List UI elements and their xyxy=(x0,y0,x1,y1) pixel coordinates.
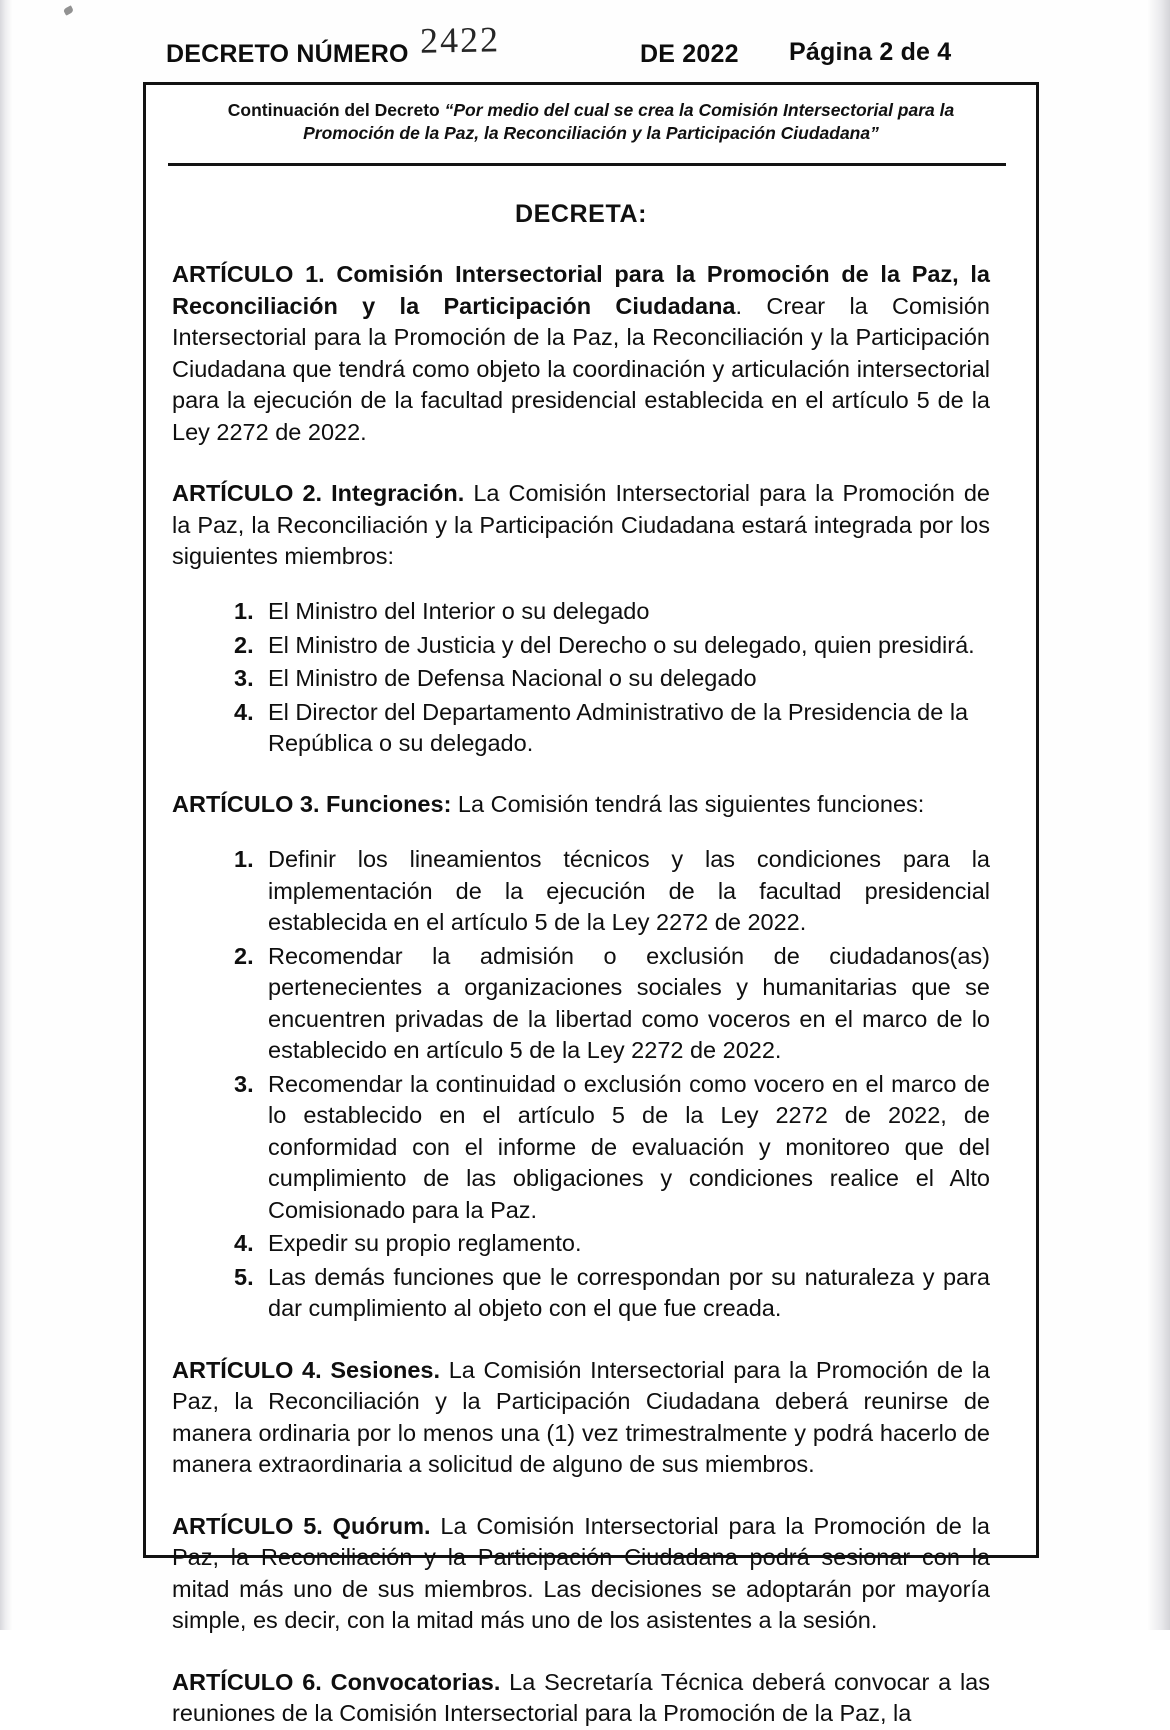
articulo-1-body: . Crear la Comisión Intersectorial para la Promoción de la Paz, la Reconciliación y la Participación Ciudadana que tendrá como objeto la coordinación y articulación intersectorial para la ejecución de la facultad presidencial establecida en el artículo 5 de la Ley 2272 de 2022. xyxy=(172,292,991,445)
articulo-5 xyxy=(172,1511,990,1637)
articulo-1-title: ARTÍCULO 1. Comisión Intersectorial para la Promoción de la Paz, la Reconciliación y la Participación Ciudadana xyxy=(172,261,990,319)
articulo-3-title: ARTÍCULO 3. Funciones: xyxy=(172,791,452,818)
articulo-5-title: ARTÍCULO 5. Quórum. xyxy=(172,1512,431,1539)
list-item: Expedir su propio reglamento. xyxy=(268,1230,582,1257)
articulo-3-functions-list xyxy=(172,844,990,1324)
decreto-year-label: DE 2022 xyxy=(640,40,739,68)
list-item: El Ministro de Justicia y del Derecho o su delegado, quien presidirá. xyxy=(268,631,975,658)
articulo-3 xyxy=(172,789,990,820)
scan-edge-right xyxy=(1148,0,1170,1630)
continuation-decree-title: “Por medio del cual se crea la Comisión Intersectorial para la Promoción de la Paz, la Reconciliación y la Participación Ciudadana” xyxy=(303,100,955,144)
list-item: El Ministro del Interior o su delegado xyxy=(268,598,650,625)
decreta-heading: DECRETA: xyxy=(514,200,648,229)
document-header xyxy=(150,19,962,72)
list-item: Recomendar la admisión o exclusión de ciudadanos(as) pertenecientes a organizaciones sociales y humanitarias que se encuentren privadas de la libertad como voceros en el marco de lo establecido en artículo 5 de la Ley 2272 de 2022. xyxy=(268,942,990,1064)
header-divider xyxy=(168,163,1006,166)
articulo-2 xyxy=(172,478,990,572)
document-frame xyxy=(143,82,1039,1727)
articulo-6-title: ARTÍCULO 6. Convocatorias. xyxy=(172,1668,501,1695)
articulo-4-body: La Comisión Intersectorial para la Promoción de la Paz, la Reconciliación y la Participación Ciudadana deberá reunirse de manera ordinaria por lo menos una (1) vez trimestralmente y podrá hacerlo de manera extraordinaria a solicitud de alguno de sus miembros. xyxy=(172,1356,990,1478)
list-item: Definir los lineamientos técnicos y las condiciones para la implementación de la ejecución de la facultad presidencial establecida en el artículo 5 de la Ley 2272 de 2022. xyxy=(268,846,990,936)
list-item: El Director del Departamento Administrativo de la Presidencia de la República o su delegado. xyxy=(268,698,969,756)
scan-edge-left xyxy=(0,0,12,1630)
articulo-4 xyxy=(172,1355,990,1481)
list-item: Recomendar la continuidad o exclusión como vocero en el marco de lo establecido en el artículo 5 de la Ley 2272 de 2022, de conformidad con el informe de evaluación y monitoreo que del cumplimiento de las obligaciones y condiciones realice el Alto Comisionado para la Paz. xyxy=(268,1070,990,1223)
continuation-note xyxy=(180,99,1002,145)
list-item: El Ministro de Defensa Nacional o su delegado xyxy=(268,665,757,692)
articulo-6-body: La Secretaría Técnica deberá convocar a las reuniones de la Comisión Intersectorial para la Promoción de la Paz, la xyxy=(172,1668,990,1727)
page-indicator: Página 2 de 4 xyxy=(789,38,952,66)
articulo-2-body: La Comisión Intersectorial para la Promoción de la Paz, la Reconciliación y la Participación Ciudadana estará integrada por los siguientes miembros: xyxy=(172,480,990,570)
articulo-3-body: La Comisión tendrá las siguientes funciones: xyxy=(451,791,925,818)
articulo-2-member-list xyxy=(172,596,990,759)
document-body xyxy=(146,200,1036,1729)
articulo-1 xyxy=(172,259,990,448)
decreto-numero-label: DECRETO NÚMERO xyxy=(166,40,409,68)
continuation-prefix: Continuación del Decreto xyxy=(227,100,445,120)
articulo-4-title: ARTÍCULO 4. Sesiones. xyxy=(172,1356,441,1383)
articulo-6 xyxy=(172,1667,990,1730)
list-item: Las demás funciones que le correspondan por su naturaleza y para dar cumplimiento al objeto con el que fue creada. xyxy=(268,1263,990,1322)
articulo-2-title: ARTÍCULO 2. Integración. xyxy=(172,480,465,507)
articulo-5-body: La Comisión Intersectorial para la Promoción de la Paz, la Reconciliación y la Participación Ciudadana podrá sesionar con la mitad más uno de sus miembros. Las decisiones se adoptarán por mayoría simple, es decir, con la mitad más uno de los asistentes a la sesión. xyxy=(172,1512,990,1634)
scan-artifact-speck xyxy=(63,5,74,15)
decreto-number-stamp: 2422 xyxy=(419,19,501,61)
